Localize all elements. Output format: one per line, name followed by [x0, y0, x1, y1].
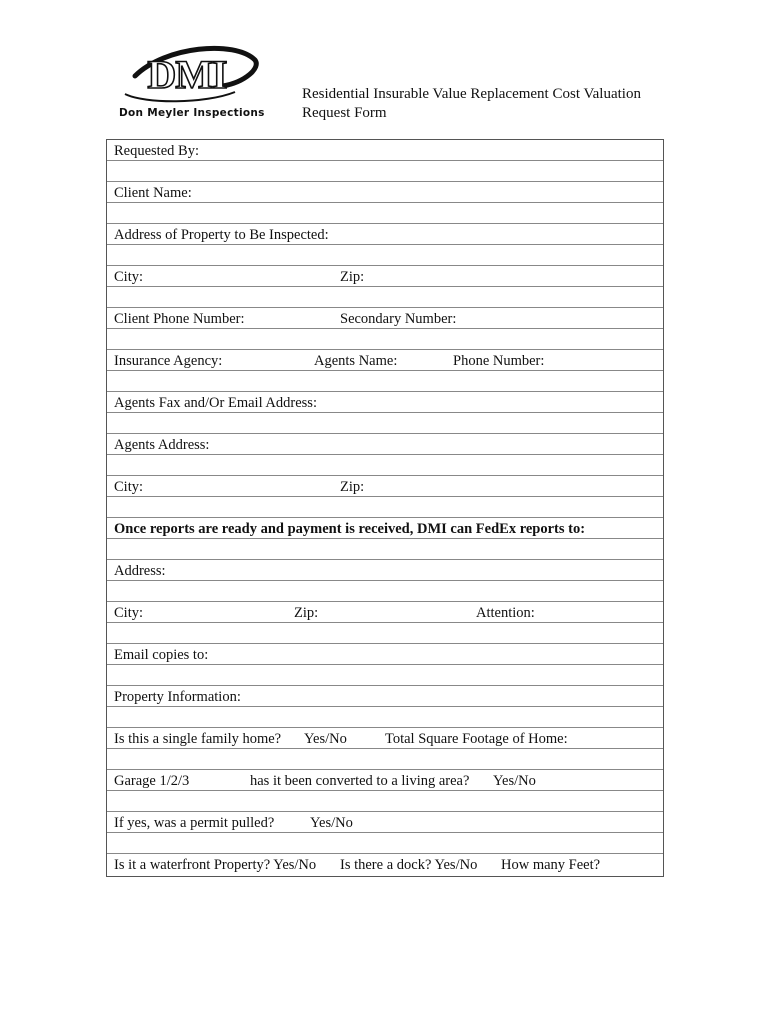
- property-address-field[interactable]: [107, 245, 663, 266]
- logo-monogram: DMI: [147, 52, 227, 97]
- address-label: Address:: [114, 563, 166, 579]
- garage-field[interactable]: [107, 791, 663, 812]
- agent-fax-email-field[interactable]: [107, 413, 663, 434]
- agents-address-field[interactable]: [107, 455, 663, 476]
- agents-address-label: Agents Address:: [114, 437, 210, 453]
- client-phone-label: Client Phone Number:: [114, 311, 245, 327]
- email-copies-row: [107, 644, 663, 665]
- address-row: [107, 560, 663, 581]
- fedex-notice-row: [107, 518, 663, 539]
- agents-address-row: [107, 434, 663, 455]
- client-name-field[interactable]: [107, 203, 663, 224]
- dock-label: Is there a dock? Yes/No: [340, 857, 478, 873]
- square-footage-label: Total Square Footage of Home:: [385, 731, 568, 747]
- waterfront-row: [107, 854, 663, 875]
- agent-fax-email-label: Agents Fax and/Or Email Address:: [114, 395, 317, 411]
- city-zip-field-1[interactable]: [107, 287, 663, 308]
- insurance-agency-row: [107, 350, 663, 371]
- form-title: [302, 85, 641, 123]
- single-family-label: Is this a single family home?: [114, 731, 282, 747]
- client-phone-field[interactable]: [107, 329, 663, 350]
- city-zip-attention-row: [107, 602, 663, 623]
- permit-field[interactable]: [107, 833, 663, 854]
- agents-name-label: Agents Name:: [314, 353, 398, 369]
- garage-label: Garage 1/2/3: [114, 773, 190, 789]
- garage-converted-yesno[interactable]: Yes/No: [493, 773, 536, 789]
- property-info-field[interactable]: [107, 707, 663, 728]
- permit-label: If yes, was a permit pulled?: [114, 815, 275, 831]
- city-label-2: City:: [114, 479, 144, 495]
- city-zip-field-2[interactable]: [107, 497, 663, 518]
- client-phone-row: [107, 308, 663, 329]
- agent-phone-label: Phone Number:: [453, 353, 545, 369]
- property-info-row: [107, 686, 663, 707]
- title-line-1: Residential Insurable Value Replacement Cost Valuation: [302, 86, 641, 102]
- waterfront-label: Is it a waterfront Property? Yes/No: [114, 857, 317, 873]
- property-address-label: Address of Property to Be Inspected:: [114, 227, 329, 243]
- garage-converted-label: has it been converted to a living area?: [250, 773, 470, 789]
- single-family-field[interactable]: [107, 749, 663, 770]
- zip-label-2: Zip:: [340, 479, 365, 495]
- address-field[interactable]: [107, 581, 663, 602]
- city-label-1: City:: [114, 269, 144, 285]
- insurance-agency-field[interactable]: [107, 371, 663, 392]
- email-copies-field[interactable]: [107, 665, 663, 686]
- agent-fax-email-row: [107, 392, 663, 413]
- secondary-number-label: Secondary Number:: [340, 311, 457, 327]
- attention-label: Attention:: [476, 605, 535, 621]
- client-name-row: [107, 182, 663, 203]
- request-form: [106, 139, 664, 877]
- city-label-3: City:: [114, 605, 144, 621]
- city-zip-row-2: [107, 476, 663, 497]
- property-address-row: [107, 224, 663, 245]
- insurance-agency-label: Insurance Agency:: [114, 353, 223, 369]
- city-zip-row-1: [107, 266, 663, 287]
- requested-by-field[interactable]: [107, 161, 663, 182]
- zip-label-1: Zip:: [340, 269, 365, 285]
- single-family-yesno[interactable]: Yes/No: [304, 731, 347, 747]
- company-name: Don Meyler Inspections: [119, 107, 265, 119]
- single-family-row: [107, 728, 663, 749]
- requested-by-row: [107, 140, 663, 161]
- email-copies-label: Email copies to:: [114, 647, 209, 663]
- zip-label-3: Zip:: [294, 605, 319, 621]
- client-name-label: Client Name:: [114, 185, 192, 201]
- permit-yesno[interactable]: Yes/No: [310, 815, 353, 831]
- title-line-2: Request Form: [302, 105, 387, 121]
- permit-row: [107, 812, 663, 833]
- garage-row: [107, 770, 663, 791]
- fedex-notice: Once reports are ready and payment is received, DMI can FedEx reports to:: [114, 521, 586, 537]
- requested-by-label: Requested By:: [114, 143, 199, 159]
- feet-label: How many Feet?: [501, 857, 601, 873]
- property-info-label: Property Information:: [114, 689, 241, 705]
- fedex-spacer: [107, 539, 663, 560]
- city-zip-attention-field[interactable]: [107, 623, 663, 644]
